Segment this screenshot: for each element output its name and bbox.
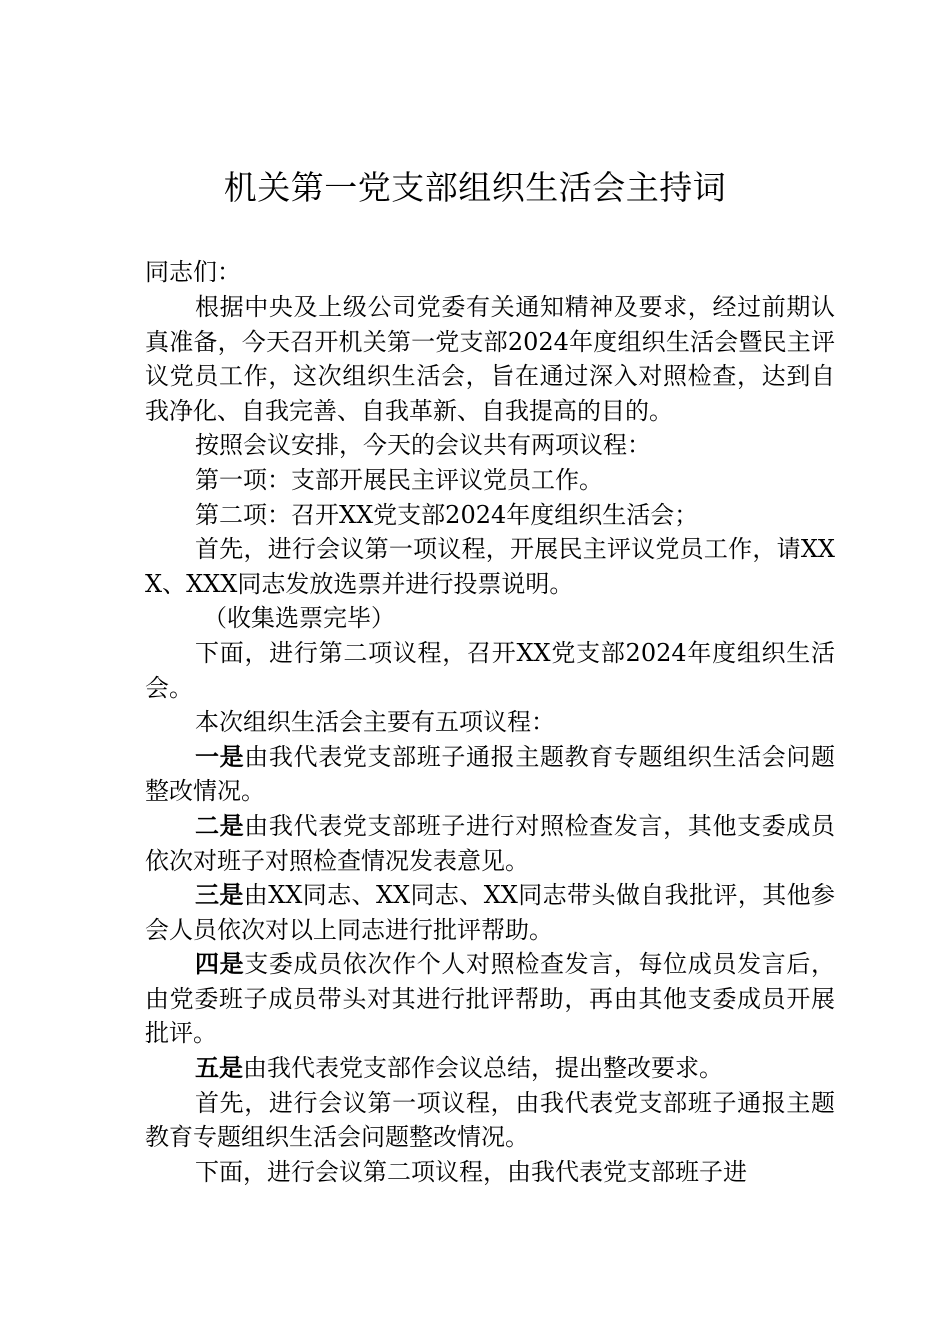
paragraph-agenda-overview — [145, 428, 835, 463]
item-lead: 三是 — [195, 880, 244, 910]
paragraph-item-three — [145, 878, 835, 947]
paragraph-first-item-start — [145, 532, 835, 601]
item-lead: 四是 — [195, 949, 245, 979]
salutation: 同志们： — [145, 258, 241, 286]
paragraph-text: 由XX同志、XX同志、XX同志带头做自我批评，其他参会人员依次对以上同志进行批评帮助。 — [145, 881, 836, 944]
paragraph-text: 第一项：支部开展民主评议党员工作。 — [195, 465, 603, 494]
paragraph-second-item-start — [145, 636, 835, 705]
paragraph-text: 根据中央及上级公司党委有关通知精神及要求，经过前期认真准备，今天召开机关第一党支部2024年度组织生活会暨民主评议党员工作，这次组织生活会，旨在通过深入对照检查，达到自我净化、自我完善、自我革新、自我提高的目的。 — [145, 293, 835, 425]
paragraph-item-two — [145, 809, 835, 878]
paragraph-text: 下面，进行第二项议程，召开XX党支部2024年度组织生活会。 — [145, 638, 835, 702]
paragraph-text: 支委成员依次作个人对照检查发言，每位成员发言后，由党委班子成员带头对其进行批评帮助，再由其他支委成员开展批评。 — [145, 950, 835, 1048]
document-body — [145, 255, 835, 1189]
item-lead: 二是 — [195, 810, 245, 840]
paragraph-intro — [145, 290, 835, 428]
paragraph-item-four — [145, 947, 835, 1051]
paragraph-text: 首先，进行会议第一项议程，由我代表党支部班子通报主题教育专题组织生活会问题整改情况。 — [145, 1088, 835, 1152]
paragraph-text: 本次组织生活会主要有五项议程： — [195, 708, 555, 737]
paragraph-agenda-item-2 — [145, 498, 835, 533]
item-lead: 五是 — [195, 1053, 243, 1083]
paragraph-text: 第二项：召开XX党支部2024年度组织生活会； — [195, 500, 699, 529]
paragraph-next-item — [145, 1155, 835, 1190]
paragraph-text: 按照会议安排，今天的会议共有两项议程： — [195, 431, 651, 460]
paragraph-agenda-item-1 — [145, 463, 835, 498]
paragraph-five-items-intro — [145, 705, 835, 740]
paragraph-text: 由我代表党支部班子进行对照检查发言，其他支委成员依次对班子对照检查情况发表意见。 — [145, 811, 835, 875]
paragraph-item-five — [145, 1051, 835, 1086]
paragraph-text: （收集选票完毕） — [203, 604, 395, 633]
paragraph-text: 首先，进行会议第一项议程，开展民主评议党员工作，请XXX、XXX同志发放选票并进行投票说明。 — [145, 535, 835, 598]
document-title: 机关第一党支部组织生活会主持词 — [223, 168, 727, 207]
paragraph-item-one — [145, 740, 835, 809]
paragraph-text: 下面，进行会议第二项议程，由我代表党支部班子进 — [195, 1157, 747, 1186]
paragraph-report-start — [145, 1086, 835, 1155]
paragraph-text: 由我代表党支部作会议总结，提出整改要求。 — [243, 1054, 723, 1083]
paragraph-text: 由我代表党支部班子通报主题教育专题组织生活会问题整改情况。 — [145, 742, 835, 806]
item-lead: 一是 — [195, 741, 245, 771]
paragraph-ballot-note — [145, 601, 835, 636]
